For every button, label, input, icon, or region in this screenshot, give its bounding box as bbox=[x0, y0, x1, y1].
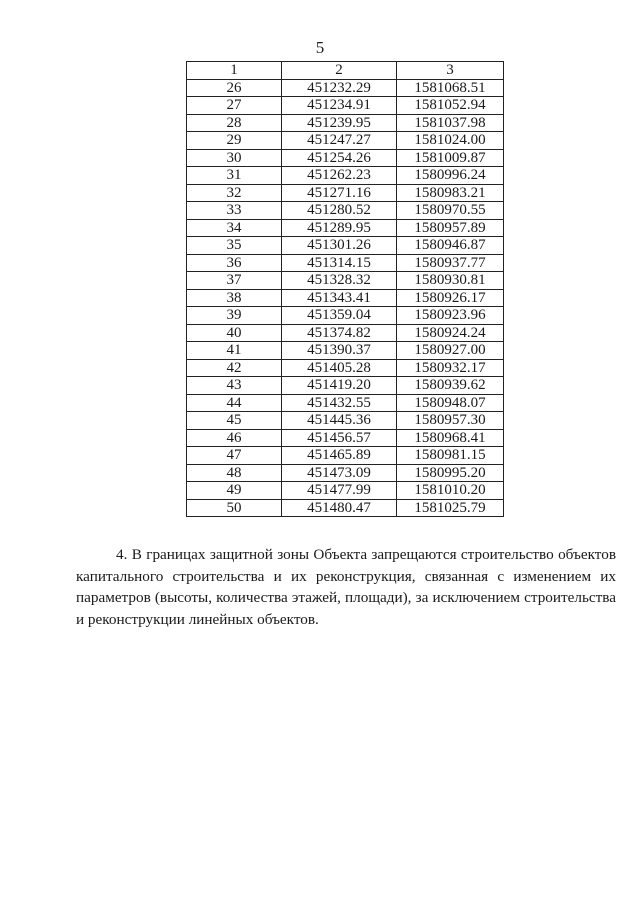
cell-y-coordinate: 1581037.98 bbox=[397, 114, 504, 132]
cell-y-coordinate: 1580946.87 bbox=[397, 237, 504, 255]
cell-y-coordinate: 1580927.00 bbox=[397, 342, 504, 360]
cell-point-number: 42 bbox=[187, 359, 282, 377]
cell-y-coordinate: 1580983.21 bbox=[397, 184, 504, 202]
table-row bbox=[187, 412, 504, 430]
table-row bbox=[187, 464, 504, 482]
cell-x-coordinate: 451301.26 bbox=[282, 237, 397, 255]
cell-point-number: 48 bbox=[187, 464, 282, 482]
cell-y-coordinate: 1580924.24 bbox=[397, 324, 504, 342]
table-row bbox=[187, 447, 504, 465]
cell-x-coordinate: 451254.26 bbox=[282, 149, 397, 167]
cell-y-coordinate: 1580996.24 bbox=[397, 167, 504, 185]
table-row bbox=[187, 289, 504, 307]
cell-point-number: 40 bbox=[187, 324, 282, 342]
table-row bbox=[187, 254, 504, 272]
cell-point-number: 39 bbox=[187, 307, 282, 325]
table-row bbox=[187, 97, 504, 115]
cell-y-coordinate: 1580937.77 bbox=[397, 254, 504, 272]
cell-point-number: 44 bbox=[187, 394, 282, 412]
table-row bbox=[187, 79, 504, 97]
table-row bbox=[187, 272, 504, 290]
table-row bbox=[187, 307, 504, 325]
cell-point-number: 33 bbox=[187, 202, 282, 220]
table-header-row bbox=[187, 62, 504, 80]
page-number: 5 bbox=[315, 38, 325, 57]
cell-x-coordinate: 451419.20 bbox=[282, 377, 397, 395]
cell-x-coordinate: 451374.82 bbox=[282, 324, 397, 342]
cell-x-coordinate: 451432.55 bbox=[282, 394, 397, 412]
cell-x-coordinate: 451445.36 bbox=[282, 412, 397, 430]
cell-y-coordinate: 1581009.87 bbox=[397, 149, 504, 167]
cell-point-number: 34 bbox=[187, 219, 282, 237]
table-row bbox=[187, 202, 504, 220]
cell-y-coordinate: 1580923.96 bbox=[397, 307, 504, 325]
cell-point-number: 46 bbox=[187, 429, 282, 447]
cell-x-coordinate: 451280.52 bbox=[282, 202, 397, 220]
cell-x-coordinate: 451234.91 bbox=[282, 97, 397, 115]
cell-point-number: 41 bbox=[187, 342, 282, 360]
cell-point-number: 26 bbox=[187, 79, 282, 97]
cell-y-coordinate: 1581024.00 bbox=[397, 132, 504, 150]
cell-y-coordinate: 1580948.07 bbox=[397, 394, 504, 412]
cell-point-number: 49 bbox=[187, 482, 282, 500]
cell-x-coordinate: 451343.41 bbox=[282, 289, 397, 307]
cell-point-number: 28 bbox=[187, 114, 282, 132]
column-header-y: 3 bbox=[397, 62, 504, 80]
table-row bbox=[187, 359, 504, 377]
table-row bbox=[187, 114, 504, 132]
cell-x-coordinate: 451477.99 bbox=[282, 482, 397, 500]
cell-y-coordinate: 1580932.17 bbox=[397, 359, 504, 377]
table-row bbox=[187, 394, 504, 412]
cell-x-coordinate: 451289.95 bbox=[282, 219, 397, 237]
cell-point-number: 30 bbox=[187, 149, 282, 167]
table-row bbox=[187, 377, 504, 395]
cell-point-number: 50 bbox=[187, 499, 282, 517]
cell-y-coordinate: 1581010.20 bbox=[397, 482, 504, 500]
cell-x-coordinate: 451390.37 bbox=[282, 342, 397, 360]
cell-point-number: 45 bbox=[187, 412, 282, 430]
table-row bbox=[187, 342, 504, 360]
table-row bbox=[187, 184, 504, 202]
cell-point-number: 43 bbox=[187, 377, 282, 395]
cell-x-coordinate: 451473.09 bbox=[282, 464, 397, 482]
cell-x-coordinate: 451328.32 bbox=[282, 272, 397, 290]
table-row bbox=[187, 132, 504, 150]
cell-x-coordinate: 451271.16 bbox=[282, 184, 397, 202]
cell-point-number: 32 bbox=[187, 184, 282, 202]
cell-x-coordinate: 451480.47 bbox=[282, 499, 397, 517]
cell-y-coordinate: 1580939.62 bbox=[397, 377, 504, 395]
cell-x-coordinate: 451239.95 bbox=[282, 114, 397, 132]
cell-y-coordinate: 1580995.20 bbox=[397, 464, 504, 482]
cell-x-coordinate: 451232.29 bbox=[282, 79, 397, 97]
column-header-x: 2 bbox=[282, 62, 397, 80]
cell-point-number: 35 bbox=[187, 237, 282, 255]
cell-x-coordinate: 451247.27 bbox=[282, 132, 397, 150]
cell-point-number: 36 bbox=[187, 254, 282, 272]
table-body bbox=[187, 79, 504, 517]
table-row bbox=[187, 482, 504, 500]
cell-y-coordinate: 1580957.89 bbox=[397, 219, 504, 237]
cell-x-coordinate: 451314.15 bbox=[282, 254, 397, 272]
cell-y-coordinate: 1580957.30 bbox=[397, 412, 504, 430]
column-header-point: 1 bbox=[187, 62, 282, 80]
table-row bbox=[187, 149, 504, 167]
cell-y-coordinate: 1581068.51 bbox=[397, 79, 504, 97]
cell-point-number: 38 bbox=[187, 289, 282, 307]
cell-x-coordinate: 451456.57 bbox=[282, 429, 397, 447]
cell-y-coordinate: 1580926.17 bbox=[397, 289, 504, 307]
table-row bbox=[187, 429, 504, 447]
cell-point-number: 47 bbox=[187, 447, 282, 465]
cell-y-coordinate: 1580968.41 bbox=[397, 429, 504, 447]
cell-point-number: 27 bbox=[187, 97, 282, 115]
cell-x-coordinate: 451262.23 bbox=[282, 167, 397, 185]
cell-point-number: 29 bbox=[187, 132, 282, 150]
table-row bbox=[187, 324, 504, 342]
table-row bbox=[187, 167, 504, 185]
paragraph-restrictions: 4. В границах защитной зоны Объекта запрещаются строительство объектов капитального строительства и их реконструкция, связанная с изменением их параметров (высоты, количества этажей, площади), за исключением строительства и реконструкции линейных объектов. bbox=[76, 546, 616, 628]
cell-point-number: 31 bbox=[187, 167, 282, 185]
cell-x-coordinate: 451359.04 bbox=[282, 307, 397, 325]
cell-y-coordinate: 1580930.81 bbox=[397, 272, 504, 290]
cell-y-coordinate: 1580970.55 bbox=[397, 202, 504, 220]
coordinates-table bbox=[186, 61, 504, 517]
table-row bbox=[187, 499, 504, 517]
table-row bbox=[187, 237, 504, 255]
cell-y-coordinate: 1580981.15 bbox=[397, 447, 504, 465]
cell-x-coordinate: 451465.89 bbox=[282, 447, 397, 465]
cell-x-coordinate: 451405.28 bbox=[282, 359, 397, 377]
cell-y-coordinate: 1581025.79 bbox=[397, 499, 504, 517]
cell-y-coordinate: 1581052.94 bbox=[397, 97, 504, 115]
cell-point-number: 37 bbox=[187, 272, 282, 290]
table-row bbox=[187, 219, 504, 237]
